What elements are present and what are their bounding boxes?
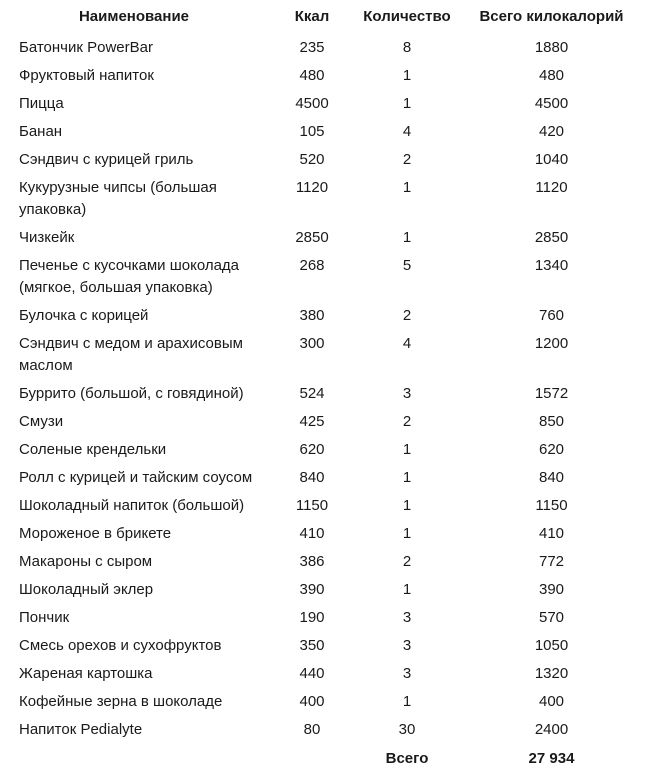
cell-total: 1320 xyxy=(534,665,569,682)
cell-total: 850 xyxy=(538,413,565,430)
cell-qty: 1 xyxy=(402,581,412,598)
cell-total: 1040 xyxy=(534,151,569,168)
cell-total: 1572 xyxy=(534,385,569,402)
cell-kcal: 80 xyxy=(303,721,321,738)
cell-kcal: 386 xyxy=(299,553,325,570)
cell-total: 4500 xyxy=(534,95,569,112)
cell-kcal: 520 xyxy=(299,151,325,168)
cell-kcal: 440 xyxy=(299,665,325,682)
cell-qty: 1 xyxy=(402,229,412,246)
cell-qty: 1 xyxy=(402,441,412,458)
header-total: Всего килокалорий xyxy=(479,8,624,25)
table-row xyxy=(0,660,645,688)
table-row xyxy=(0,576,645,604)
cell-name: Пончик xyxy=(19,609,70,626)
cell-qty: 1 xyxy=(402,179,412,196)
table-row xyxy=(0,632,645,660)
cell-name: Кукурузные чипсы (большая упаковка) xyxy=(19,179,217,218)
cell-name: Сэндвич с медом и арахисовым маслом xyxy=(19,335,243,374)
cell-qty: 4 xyxy=(402,123,412,140)
total-spacer-kcal xyxy=(268,744,356,773)
cell-total: 570 xyxy=(538,609,565,626)
total-label: Всего xyxy=(385,750,429,767)
cell-total: 1150 xyxy=(535,497,568,514)
cell-total: 480 xyxy=(538,67,565,84)
cell-total: 772 xyxy=(538,553,565,570)
cell-kcal: 235 xyxy=(299,39,325,56)
cell-kcal: 1150 xyxy=(295,497,329,514)
table-row xyxy=(0,436,645,464)
cell-kcal: 105 xyxy=(299,123,325,140)
cell-name: Шоколадный эклер xyxy=(19,581,154,598)
cell-kcal: 620 xyxy=(299,441,325,458)
cell-name: Смузи xyxy=(19,413,64,430)
cell-qty: 1 xyxy=(402,95,412,112)
cell-kcal: 524 xyxy=(299,385,325,402)
table-row xyxy=(0,252,645,302)
cell-qty: 4 xyxy=(402,335,412,352)
table-row xyxy=(0,146,645,174)
cell-total: 1050 xyxy=(534,637,569,654)
cell-name: Печенье с кусочками шоколада (мягкое, большая упаковка) xyxy=(19,257,240,296)
cell-kcal: 350 xyxy=(299,637,325,654)
cell-name: Банан xyxy=(19,123,63,140)
table-row xyxy=(0,302,645,330)
cell-qty: 3 xyxy=(402,637,412,654)
cell-name: Мороженое в брикете xyxy=(19,525,172,542)
header-row xyxy=(0,0,645,34)
table-row xyxy=(0,380,645,408)
cell-kcal: 410 xyxy=(299,525,325,542)
table-row xyxy=(0,520,645,548)
cell-qty: 1 xyxy=(402,525,412,542)
table-row xyxy=(0,330,645,380)
table-row xyxy=(0,688,645,716)
cell-name: Батончик PowerBar xyxy=(19,39,153,56)
cell-name: Фруктовый напиток xyxy=(19,67,154,84)
cell-name: Шоколадный напиток (большой) xyxy=(19,497,245,514)
table-row xyxy=(0,604,645,632)
cell-total: 410 xyxy=(538,525,565,542)
table-row xyxy=(0,34,645,62)
cell-qty: 1 xyxy=(402,469,412,486)
cell-kcal: 840 xyxy=(299,469,325,486)
cell-total: 1200 xyxy=(534,335,569,352)
total-row xyxy=(0,744,645,773)
cell-qty: 2 xyxy=(402,553,412,570)
table-row xyxy=(0,492,645,520)
cell-qty: 2 xyxy=(402,307,412,324)
cell-kcal: 300 xyxy=(299,335,325,352)
cell-total: 2850 xyxy=(534,229,569,246)
cell-name: Чизкейк xyxy=(19,229,75,246)
cell-kcal: 390 xyxy=(299,581,325,598)
cell-total: 1120 xyxy=(535,179,568,196)
cell-kcal: 380 xyxy=(299,307,325,324)
cell-total: 760 xyxy=(538,307,565,324)
cell-kcal: 425 xyxy=(299,413,325,430)
cell-total: 2400 xyxy=(534,721,569,738)
cell-name: Напиток Pedialyte xyxy=(19,721,143,738)
cell-name: Жареная картошка xyxy=(19,665,153,682)
header-name: Наименование xyxy=(78,8,190,25)
cell-qty: 3 xyxy=(402,665,412,682)
cell-total: 420 xyxy=(538,123,565,140)
cell-kcal: 1120 xyxy=(295,179,329,196)
cell-total: 400 xyxy=(538,693,565,710)
cell-total: 840 xyxy=(538,469,565,486)
cell-name: Булочка с корицей xyxy=(19,307,149,324)
cell-total: 620 xyxy=(538,441,565,458)
table-row xyxy=(0,224,645,252)
table-row xyxy=(0,174,645,224)
cell-name: Сэндвич с курицей гриль xyxy=(19,151,194,168)
cell-name: Пицца xyxy=(19,95,64,112)
cell-qty: 1 xyxy=(402,497,412,514)
cell-qty: 30 xyxy=(398,721,416,738)
table-row xyxy=(0,118,645,146)
table-row xyxy=(0,716,645,744)
cell-kcal: 4500 xyxy=(295,95,329,112)
header-kcal: Ккал xyxy=(294,8,330,25)
total-spacer xyxy=(0,744,268,773)
table-row xyxy=(0,408,645,436)
cell-qty: 2 xyxy=(402,151,412,168)
cell-name: Соленые крендельки xyxy=(19,441,167,458)
cell-qty: 3 xyxy=(402,385,412,402)
cell-total: 1880 xyxy=(534,39,569,56)
cell-qty: 1 xyxy=(402,693,412,710)
cell-qty: 2 xyxy=(402,413,412,430)
table-row xyxy=(0,62,645,90)
cell-kcal: 268 xyxy=(299,257,325,274)
cell-name: Смесь орехов и сухофруктов xyxy=(19,637,222,654)
table-row xyxy=(0,548,645,576)
cell-name: Буррито (большой, с говядиной) xyxy=(19,385,244,402)
cell-kcal: 2850 xyxy=(295,229,329,246)
table-row xyxy=(0,464,645,492)
cell-name: Ролл с курицей и тайским соусом xyxy=(19,469,253,486)
cell-qty: 8 xyxy=(402,39,412,56)
cell-total: 1340 xyxy=(534,257,569,274)
cell-qty: 5 xyxy=(402,257,412,274)
cell-kcal: 480 xyxy=(299,67,325,84)
cell-qty: 3 xyxy=(402,609,412,626)
cell-kcal: 190 xyxy=(299,609,325,626)
cell-kcal: 400 xyxy=(299,693,325,710)
total-value: 27 934 xyxy=(528,750,575,767)
header-qty: Количество xyxy=(363,8,451,25)
cell-name: Макароны с сыром xyxy=(19,553,153,570)
table-row xyxy=(0,90,645,118)
cell-name: Кофейные зерна в шоколаде xyxy=(19,693,223,710)
cell-qty: 1 xyxy=(402,67,412,84)
cell-total: 390 xyxy=(538,581,565,598)
